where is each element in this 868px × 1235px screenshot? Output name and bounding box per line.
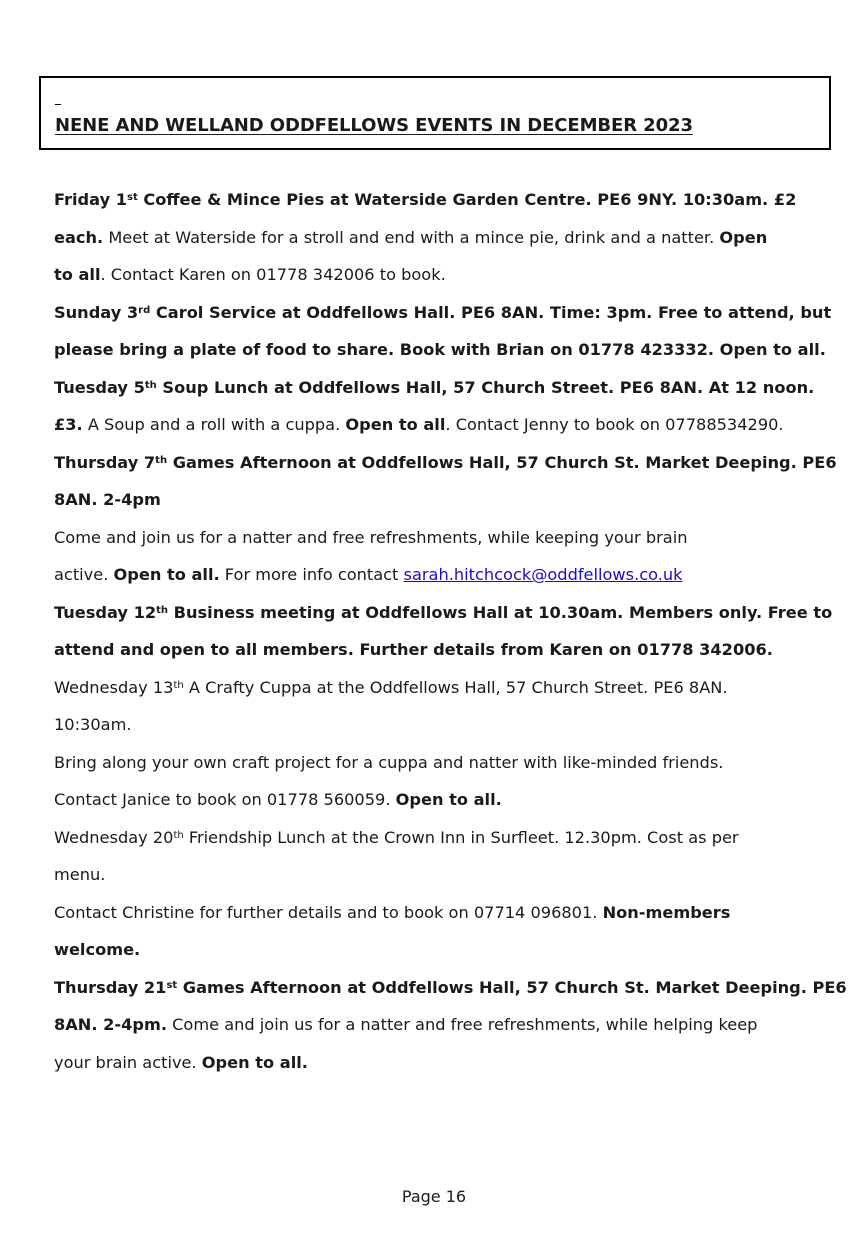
event-contact: Contact Christine for further details and to book on 07714 096801. <box>54 902 603 922</box>
event-description: Come and join us for a natter and free refreshments, while keeping your brain <box>54 527 688 547</box>
event-day-suffix: st <box>166 979 178 991</box>
event-contact: . Contact Jenny to book on 07788534290. <box>445 415 784 434</box>
event-sunday-3 <box>54 294 832 369</box>
event-heading-cont: 8AN. 2-4pm <box>54 490 161 509</box>
event-thursday-7 <box>54 444 837 594</box>
event-description: A Soup and a roll with a cuppa. <box>82 415 346 434</box>
page-title: NENE AND WELLAND ODDFELLOWS EVENTS IN DECEMBER 2023 <box>55 115 693 136</box>
event-day: Friday 1 <box>54 190 128 209</box>
event-day: Wednesday 20 <box>54 827 174 847</box>
event-heading: Soup Lunch at Oddfellows Hall, 57 Church Street. PE6 8AN. At 12 noon. <box>156 377 815 397</box>
event-contact: . Contact Karen on 01778 342006 to book. <box>100 265 446 284</box>
event-heading-cont: 8AN. 2-4pm. <box>54 1015 167 1034</box>
event-wednesday-13 <box>54 669 824 819</box>
event-description-cont: your brain active. <box>54 1052 202 1072</box>
event-description: Come and join us for a natter and free refreshments, while helping keep <box>166 1015 758 1034</box>
event-welcome: Non-members <box>602 902 731 922</box>
event-friday-1 <box>54 181 824 294</box>
event-heading: Coffee & Mince Pies at Waterside Garden Centre. PE6 9NY. 10:30am. £2 <box>137 190 797 209</box>
event-day-suffix: th <box>155 454 168 466</box>
email-link[interactable]: sarah.hitchcock@oddfellows.co.uk <box>403 565 683 584</box>
events-list <box>54 181 847 1081</box>
event-thursday-21 <box>54 969 847 1082</box>
event-open: Open to all. <box>201 1052 308 1072</box>
event-open-cont: to all <box>54 265 101 284</box>
event-day: Thursday 7 <box>54 452 156 472</box>
event-welcome-cont: welcome. <box>54 940 141 959</box>
event-heading: Carol Service at Oddfellows Hall. PE6 8AN. Time: 3pm. Free to attend, but <box>150 302 832 322</box>
event-day-suffix: th <box>173 829 184 841</box>
event-heading: Games Afternoon at Oddfellows Hall, 57 Church St. Market Deeping. PE6 <box>167 452 837 472</box>
event-open: Open <box>719 227 768 247</box>
event-day: Wednesday 13 <box>54 677 174 697</box>
event-day: Tuesday 5 <box>54 377 145 397</box>
event-tuesday-5 <box>54 369 824 444</box>
event-heading: A Crafty Cuppa at the Oddfellows Hall, 57 Church Street. PE6 8AN. <box>183 677 728 697</box>
event-heading-cont: please bring a plate of food to share. Book with Brian on 01778 423332. Open to all. <box>54 340 826 359</box>
event-day-suffix: th <box>144 379 157 391</box>
event-day-suffix: st <box>127 192 138 203</box>
title-dash <box>55 104 61 105</box>
event-heading-cont: 10:30am. <box>54 715 132 734</box>
event-open: Open to all <box>345 415 446 434</box>
event-day: Tuesday 12 <box>54 602 157 622</box>
event-heading: Business meeting at Oddfellows Hall at 10.30am. Members only. Free to <box>168 602 833 622</box>
page-number: Page 16 <box>401 1187 467 1206</box>
event-heading-cont: menu. <box>54 865 106 884</box>
event-info: For more info contact <box>219 565 404 584</box>
event-open: Open to all. <box>395 790 502 809</box>
event-day-suffix: th <box>173 679 184 691</box>
event-heading-cont: attend and open to all members. Further details from Karen on 01778 342006. <box>54 640 773 659</box>
event-tuesday-12 <box>54 594 833 669</box>
event-heading: Games Afternoon at Oddfellows Hall, 57 Church St. Market Deeping. PE6 <box>177 977 847 997</box>
event-description-cont: active. <box>54 565 114 584</box>
event-description: Bring along your own craft project for a cuppa and natter with like-minded friends. <box>54 752 724 772</box>
event-wednesday-20 <box>54 819 824 969</box>
event-price: £3. <box>54 415 83 434</box>
event-contact: Contact Janice to book on 01778 560059. <box>54 790 396 809</box>
event-open: Open to all. <box>113 565 220 584</box>
event-day: Sunday 3 <box>54 302 139 322</box>
event-day: Thursday 21 <box>54 977 167 997</box>
event-heading: Friendship Lunch at the Crown Inn in Surfleet. 12.30pm. Cost as per <box>183 827 739 847</box>
event-day-suffix: th <box>156 604 169 616</box>
event-day-suffix: rd <box>138 304 151 316</box>
title-box <box>39 76 831 150</box>
event-description: Meet at Waterside for a stroll and end with a mince pie, drink and a natter. <box>103 227 720 247</box>
event-heading-cont: each. <box>54 227 104 247</box>
